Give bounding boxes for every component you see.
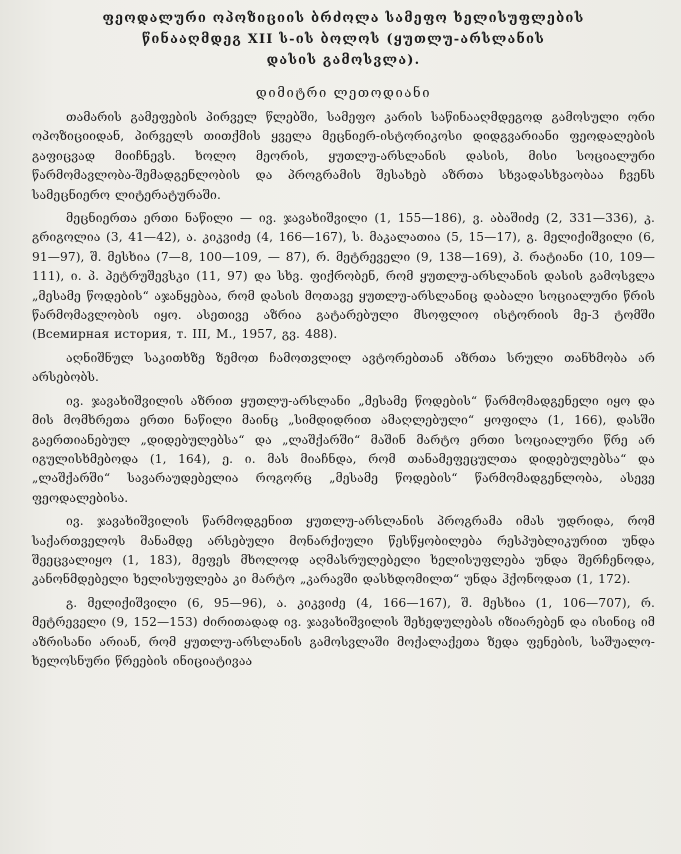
- title-line-1: ფეოდალური ოპოზიციის ბრძოლა სამეფო ხელისუფლების: [102, 11, 585, 26]
- article-title: [32, 8, 655, 71]
- title-line-2: წინააღმდეგ XII ს-ის ბოლოს (ყუთლუ-არსლანის: [141, 32, 546, 47]
- paragraph-6: გ. მელიქიშვილი (6, 95—96), ა. კიკვიძე (4, 166—167), შ. მესხია (1, 106—707), რ. მეტრეველი (9, 152—153) ძირითადად ივ. ჯავახიშვილის შეხედულებას იზიარებენ და ისინიც იმ აზრისანი არიან, რომ ყუთლუ-არსლანის გამოსვლაში მოქალაქეთა ზედა ფენების, საშუალო-ხელოსნური წრეების ინიციატივაა: [32, 595, 655, 668]
- title-line-3: დასის გამოსვლა).: [266, 53, 421, 68]
- paragraph-2: მეცნიერთა ერთი ნაწილი — ივ. ჯავახიშვილი (1, 155—186), ვ. აბაშიძე (2, 331—336), კ. გრიგოლია (3, 41—42), ა. კიკვიძე (4, 166—167), ს. მაკალათია (5, 15—17), გ. მელიქიშვილი (6, 91—97), შ. მესხია (7—8, 100—109, — 87), რ. მეტრეველი (9, 138—169), პ. რატიანი (10, 109—111), ი. პ. პეტრუშევსკი (11, 97) და სხვ. ფიქრობენ, რომ ყუთლუ-არსლანის დასის გამოსვლა „მესამე წოდების“ აჯანყებაა, რომ დასის მოთავე ყუთლუ-არსლანიც დაბალი სოციალური წრის წარმომავლობის იყო. ასეთივე აზრია გატარებული მსოფლიო ისტორიის მე-3 ტომში (Всемирная история, т. III, М., 1957, გვ. 488).: [32, 211, 655, 342]
- paragraph-4: ივ. ჯავახიშვილის აზრით ყუთლუ-არსლანი „მესამე წოდების“ წარმომადგენელი იყო და მის მომხრეთა ერთი ნაწილი მაინც „სიმდიდრით ამაღლებული“ ყოფილა (1, 166), დასში გაერთიანებულ „დიდებულებსა“ და „ლაშქარში“ მაშინ მარტო ერთი სოციალური წრე არ იგულისხმებოდა (1, 164), ე. ი. მას მიაჩნდა, რომ თანამეფეცულთა დიდებულებსა“ და „ლაშქარში“ სავარაუდებელია როგორც „მესამე წოდების“ წარმომადგენლობა, ასევე ფეოდალებისა.: [32, 393, 655, 505]
- article-author: დიმიტრი ლეთოდიანი: [255, 86, 432, 101]
- paragraph-5: ივ. ჯავახიშვილის წარმოდგენით ყუთლუ-არსლანის პროგრამა იმას უდრიდა, რომ საქართველოს მანამდე არსებული მონარქიული წესწყობილება რესპუბლიკურით უნდა შეეცვალიყო (1, 183), მეფეს მხოლოდ აღმასრულებელი ხელისუფლება უნდა შერჩენოდა, კანონმდებელი ხელისუფლება კი მარტო „კარავში დასხდომილთ“ უნდა ჰქონოდათ (1, 172).: [32, 514, 655, 587]
- paragraph-1: თამარის გამეფების პირველ წლებში, სამეფო კარის საწინააღმდეგოდ გამოსული ორი ოპოზიციიდან, პირველს თითქმის ყველა მეცნიერ-ისტორიკოსი დიდგვარიანი ფეოდალების გაფიცვად მიიჩნევს. ხოლო მეორის, ყუთლუ-არსლანის დასის, მისი სოციალური წარმომავლობა-შემადგენლობის და პროგრამის შესახებ აზრთა სხვადასხვაობაა ჩვენს სამეცნიერო ლიტერატურაში.: [32, 110, 655, 202]
- paragraph-3: აღნიშნულ საკითხზე ზემოთ ჩამოთვლილ ავტორებთან აზრთა სრული თანხმობა არ არსებობს.: [32, 350, 655, 385]
